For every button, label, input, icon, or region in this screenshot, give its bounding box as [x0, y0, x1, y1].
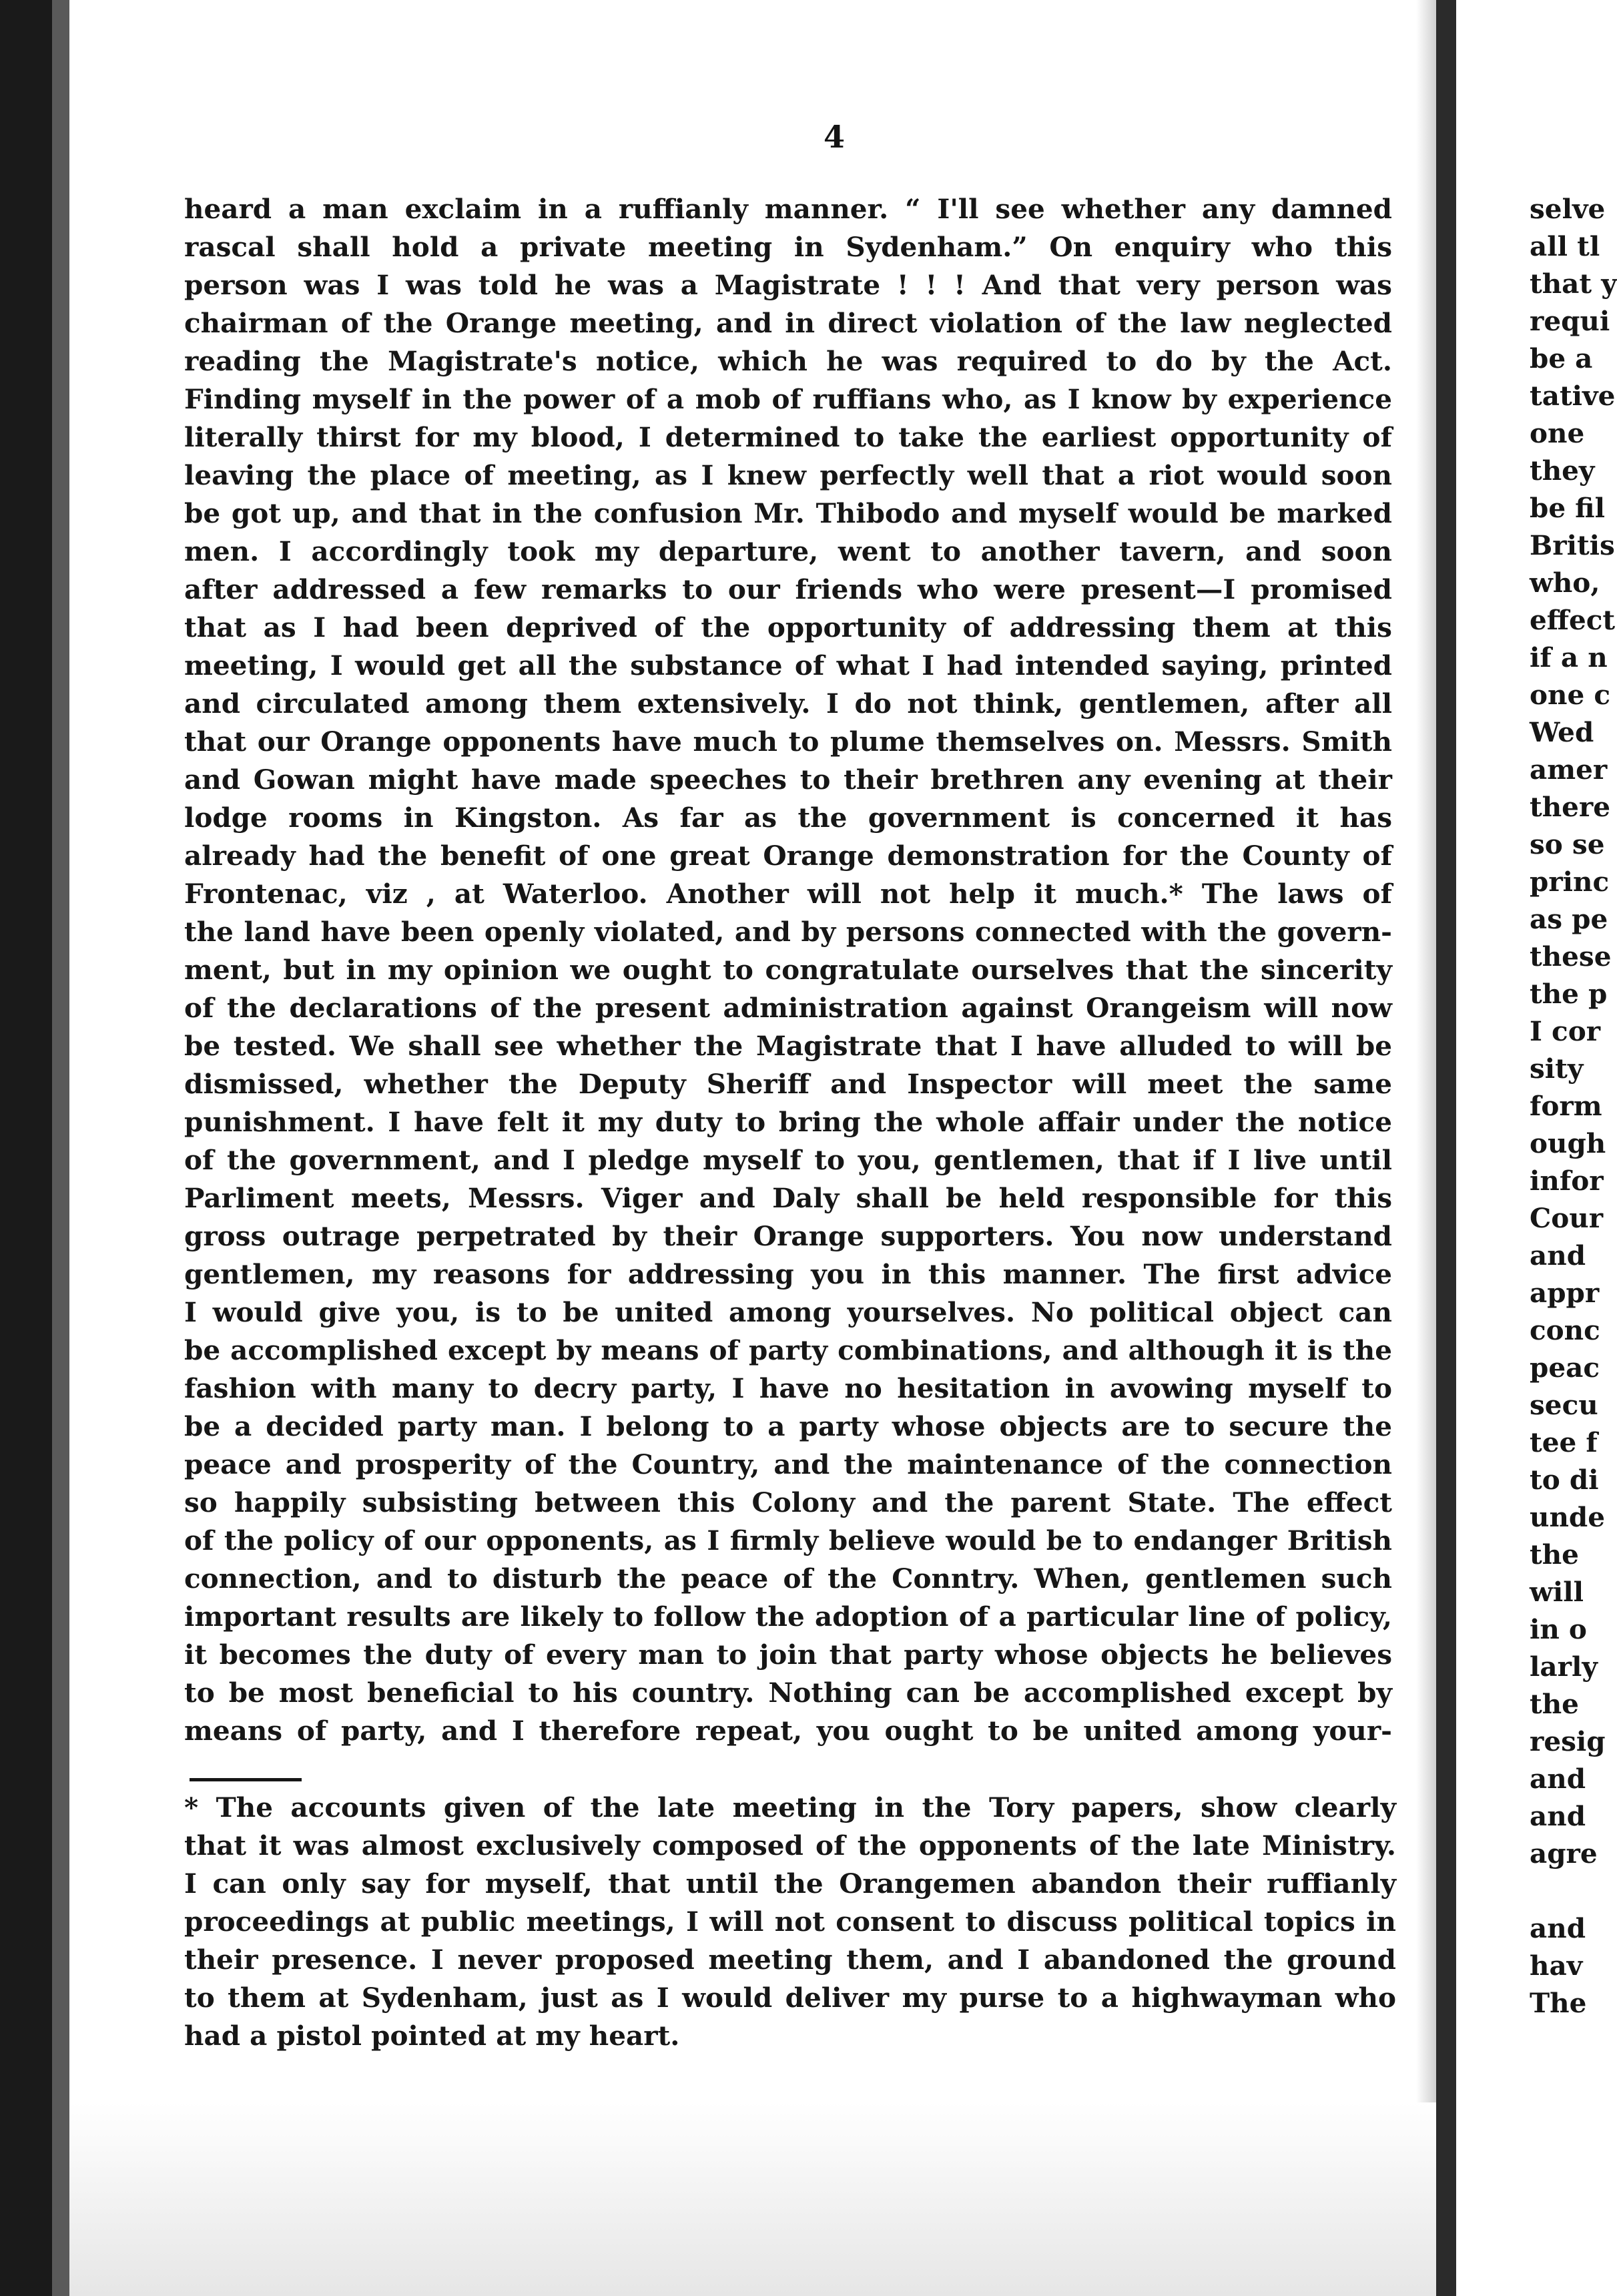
right-page-fragment-line: infor — [1530, 1165, 1604, 1197]
right-page-fragment-line: as pe — [1530, 903, 1608, 935]
right-page-fragment-line — [1530, 1872, 1607, 1910]
right-page-fragment-line: sity — [1530, 1053, 1584, 1085]
right-page-fragment-line: Britis — [1530, 529, 1615, 561]
right-page-fragment-line: and — [1530, 1239, 1586, 1271]
right-page-fragment-line: effect — [1530, 604, 1616, 636]
right-page-fragment — [1530, 190, 1617, 2022]
right-page-fragment-line: selve — [1530, 193, 1606, 225]
right-page-fragment-line: resig — [1530, 1725, 1606, 1757]
right-page-fragment-line: so se — [1530, 828, 1605, 860]
book-gutter — [1436, 0, 1456, 2296]
right-page-fragment-line: requi — [1530, 305, 1610, 337]
body-text-line: be a decided party man. I belong to a party whose objects are to secure the — [184, 1410, 1392, 1442]
right-page-fragment-line: one — [1530, 417, 1585, 449]
right-page-fragment-line: conc — [1530, 1314, 1600, 1346]
right-page-fragment-line: will — [1530, 1576, 1584, 1608]
body-text-line: that as I had been deprived of the opportunity of addressing them at this — [184, 611, 1392, 643]
right-page-fragment-line: to di — [1530, 1464, 1599, 1496]
body-text-line: and Gowan might have made speeches to their brethren any evening at their — [184, 764, 1392, 796]
right-page-fragment-line: unde — [1530, 1501, 1605, 1533]
right-page-fragment-line: princ — [1530, 866, 1610, 898]
right-page-fragment-line: hav — [1530, 1950, 1583, 1982]
body-text-line: connection, and to disturb the peace of the Conntry. When, gentlemen such — [184, 1562, 1392, 1595]
footnote-rule — [190, 1778, 302, 1781]
right-page-fragment-line: tative — [1530, 380, 1616, 412]
body-text-line: to be most beneficial to his country. Nothing can be accomplished except by — [184, 1677, 1392, 1709]
body-text-line: punishment. I have felt it my duty to bring the whole affair under the notice — [184, 1106, 1392, 1138]
body-text-line: reading the Magistrate's notice, which he was required to do by the Act. — [184, 345, 1392, 377]
right-page-fragment-line: appr — [1530, 1277, 1600, 1309]
right-page-fragment-line: Cour — [1530, 1202, 1604, 1234]
right-page-fragment-line: the — [1530, 1688, 1579, 1720]
body-text-line: Frontenac, viz , at Waterloo. Another will not help it much.* The laws of — [184, 878, 1392, 910]
body-text-line: ment, but in my opinion we ought to congratulate ourselves that the sincerity — [184, 954, 1392, 986]
body-text-line: leaving the place of meeting, as I knew perfectly well that a riot would soon — [184, 459, 1392, 491]
right-page-fragment-line: there — [1530, 791, 1611, 823]
body-text-line: peace and prosperity of the Country, and the maintenance of the connection — [184, 1448, 1392, 1480]
body-text-line: and circulated among them extensively. I do not think, gentlemen, after all — [184, 687, 1392, 720]
footnote-line: that it was almost exclusively composed of the opponents of the late Ministry. — [184, 1829, 1396, 1861]
right-page-fragment-line: and — [1530, 1912, 1586, 1944]
body-text-line: chairman of the Orange meeting, and in direct violation of the law neglected — [184, 307, 1392, 339]
right-page-fragment-line: ough — [1530, 1127, 1606, 1159]
right-page-fragment-line: the p — [1530, 978, 1608, 1010]
right-page-fragment-line: I cor — [1530, 1015, 1601, 1047]
body-text-line: person was I was told he was a Magistrate ! ! ! And that very person was — [184, 269, 1392, 301]
right-page-fragment-line: secu — [1530, 1389, 1598, 1421]
footnote-line: * The accounts given of the late meeting in the Tory papers, show clearly — [184, 1791, 1396, 1823]
right-page-fragment-line: they — [1530, 455, 1595, 487]
right-page-fragment-line: The — [1530, 1987, 1587, 2019]
body-text-line: important results are likely to follow the adoption of a particular line of policy, — [184, 1601, 1392, 1633]
body-text-line: of the declarations of the present administration against Orangeism will now — [184, 992, 1392, 1024]
footnote-line: had a pistol pointed at my heart. — [184, 2020, 680, 2052]
body-text-line: dismissed, whether the Deputy Sheriff and Inspector will meet the same — [184, 1068, 1392, 1100]
right-page-fragment-line: form — [1530, 1090, 1602, 1122]
right-page-fragment-line: one c — [1530, 679, 1610, 711]
body-text-line: already had the benefit of one great Orange demonstration for the County of — [184, 840, 1392, 872]
right-page-fragment-line: these — [1530, 940, 1612, 972]
right-page-fragment-line: Wed — [1530, 716, 1594, 748]
body-text-line: it becomes the duty of every man to join that party whose objects he believes — [184, 1639, 1392, 1671]
gutter-shadow — [1416, 0, 1436, 2296]
right-page-fragment-line: if a n — [1530, 641, 1608, 673]
body-text-line: after addressed a few remarks to our friends who were present—I promised — [184, 573, 1392, 605]
body-text-line: men. I accordingly took my departure, went to another tavern, and soon — [184, 535, 1392, 567]
body-text-line: the land have been openly violated, and by persons connected with the govern- — [184, 916, 1392, 948]
main-body-text — [184, 190, 1392, 1750]
body-text-line: gentlemen, my reasons for addressing you in this manner. The first advice — [184, 1258, 1392, 1290]
body-text-line: fashion with many to decry party, I have no hesitation in avowing myself to — [184, 1372, 1392, 1404]
footnote-line: proceedings at public meetings, I will not consent to discuss political topics in — [184, 1906, 1396, 1938]
right-page-fragment-line: be fil — [1530, 492, 1606, 524]
right-page-fragment-line: in o — [1530, 1613, 1587, 1645]
footnote-line: I can only say for myself, that until the Orangemen abandon their ruffianly — [184, 1868, 1396, 1900]
page-number: 4 — [824, 119, 846, 155]
body-text-line: meeting, I would get all the substance of what I had intended saying, printed — [184, 649, 1392, 681]
body-text-line: Finding myself in the power of a mob of ruffians who, as I know by experience — [184, 383, 1392, 415]
right-page-fragment-line: agre — [1530, 1837, 1598, 1870]
body-text-line: lodge rooms in Kingston. As far as the government is concerned it has — [184, 802, 1392, 834]
scan-left-border — [0, 0, 52, 2296]
right-page-fragment-line: and — [1530, 1763, 1586, 1795]
body-text-line: so happily subsisting between this Colony and the parent State. The effect — [184, 1486, 1392, 1518]
body-text-line: be tested. We shall see whether the Magistrate that I have alluded to will be — [184, 1030, 1392, 1062]
body-text-line: rascal shall hold a private meeting in Sydenham.” On enquiry who this — [184, 231, 1392, 263]
body-text-line: of the government, and I pledge myself to you, gentlemen, that if I live until — [184, 1144, 1392, 1176]
body-text-line: Parliment meets, Messrs. Viger and Daly shall be held responsible for this — [184, 1182, 1392, 1214]
footnote — [184, 1789, 1396, 2055]
body-text-line: be accomplished except by means of party combinations, and although it is the — [184, 1334, 1392, 1366]
footnote-line: to them at Sydenham, just as I would deliver my purse to a highwayman who — [184, 1982, 1396, 2014]
body-text-line: means of party, and I therefore repeat, you ought to be united among your- — [184, 1715, 1392, 1747]
right-page-fragment-line: be a — [1530, 342, 1593, 374]
body-text-line: be got up, and that in the confusion Mr. Thibodo and myself would be marked — [184, 497, 1392, 529]
body-text-line: that our Orange opponents have much to plume themselves on. Messrs. Smith — [184, 726, 1392, 758]
right-page-fragment-line: that y — [1530, 268, 1617, 300]
body-text-line: gross outrage perpetrated by their Orange supporters. You now understand — [184, 1220, 1392, 1252]
right-page-fragment-line: amer — [1530, 754, 1608, 786]
body-text-line: I would give you, is to be united among yourselves. No political object can — [184, 1296, 1392, 1328]
right-page-fragment-line: tee f — [1530, 1426, 1598, 1458]
body-text-line: of the policy of our opponents, as I firmly believe would be to endanger British — [184, 1524, 1392, 1556]
right-page-fragment-line: who, — [1530, 567, 1600, 599]
body-text-line: literally thirst for my blood, I determined to take the earliest opportunity of — [184, 421, 1392, 453]
footnote-line: their presence. I never proposed meeting them, and I abandoned the ground — [184, 1944, 1396, 1976]
right-page-fragment-line: all tl — [1530, 230, 1600, 262]
right-page-fragment-line: larly — [1530, 1651, 1598, 1683]
right-page-fragment-line: and — [1530, 1800, 1586, 1832]
right-page-fragment-line: peac — [1530, 1352, 1600, 1384]
scan-left-border-shadow — [52, 0, 69, 2296]
body-text-line: heard a man exclaim in a ruffianly manner. “ I'll see whether any damned — [184, 193, 1392, 225]
right-page-fragment-line: the — [1530, 1538, 1579, 1570]
